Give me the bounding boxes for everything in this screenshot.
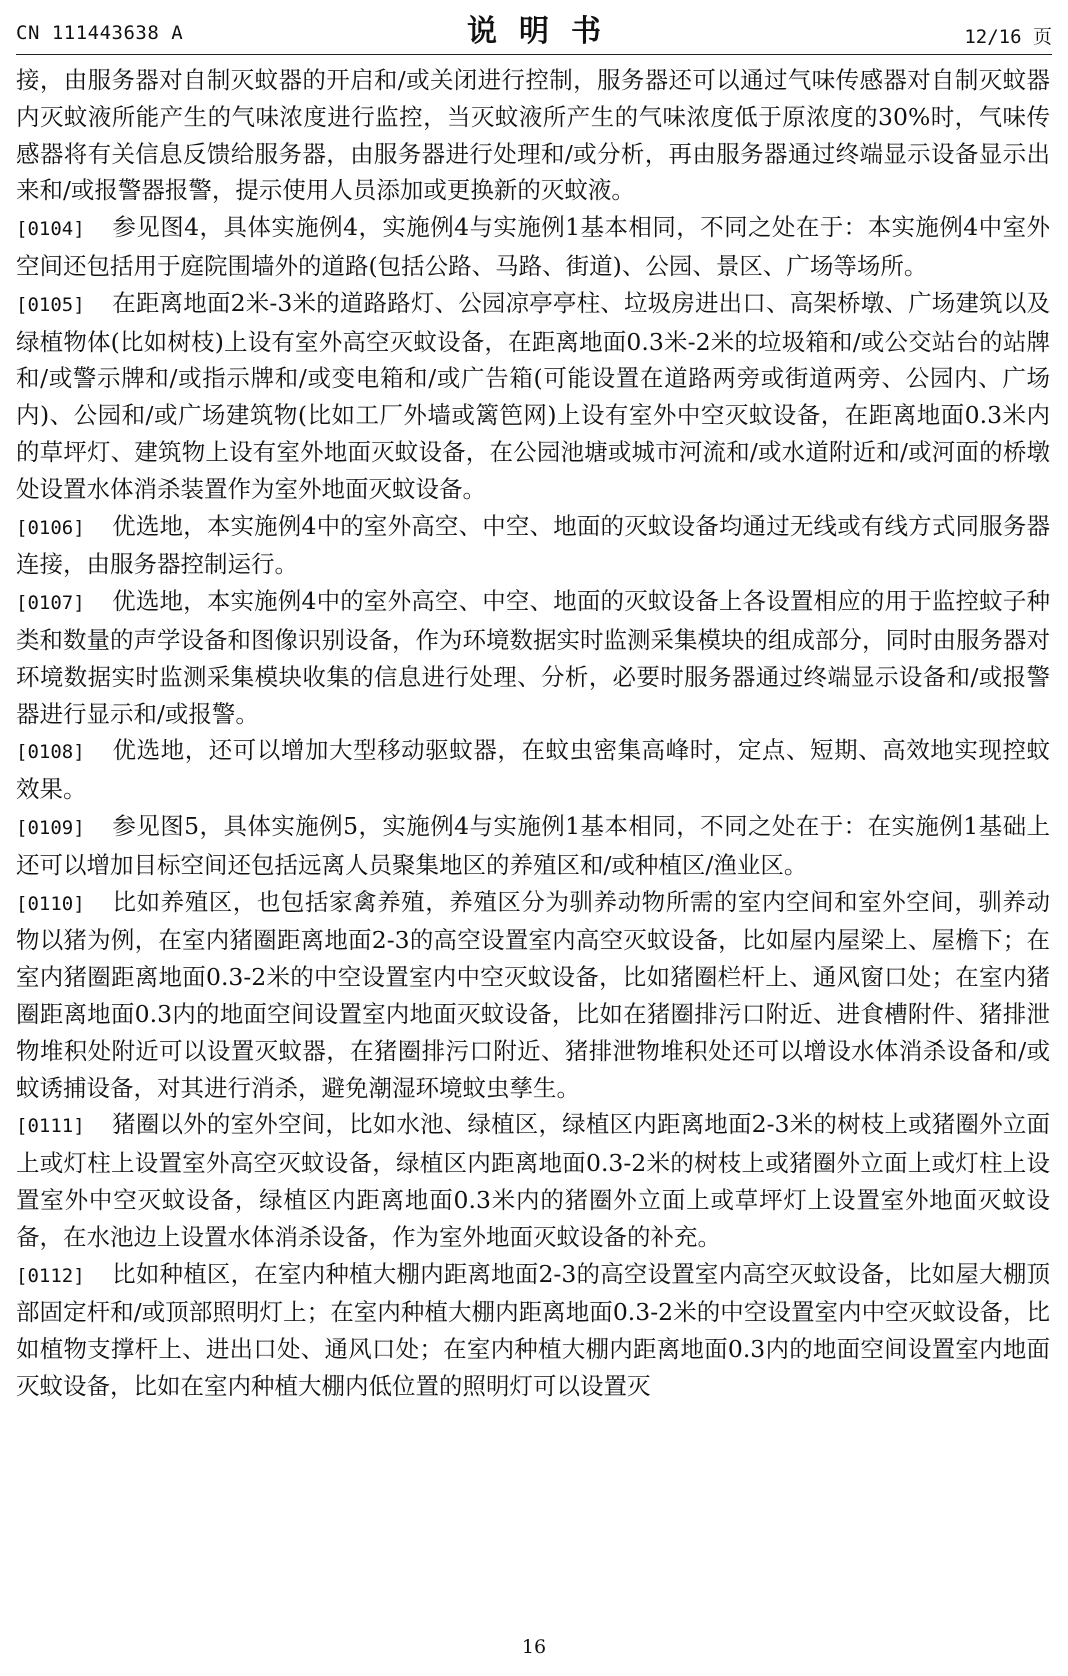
paragraph-text: 参见图5，具体实施例5，实施例4与实施例1基本相同，不同之处在于：在实施例1基础上还可以增加目标空间还包括远离人员聚集地区的养殖区和/或种植区/渔业区。 — [16, 811, 1050, 879]
paragraph-continuation — [16, 62, 1050, 209]
paragraph-number: [0110] — [16, 892, 85, 915]
paragraph-text: 在距离地面2米-3米的道路路灯、公园凉亭亭柱、垃圾房进出口、高架桥墩、广场建筑以及绿植物体(比如树枝)上设有室外高空灭蚊设备，在距离地面0.3米-2米的垃圾箱和/或公交站台的站牌和/或警示牌和/或指示牌和/或变电箱和/或广告箱(可能设置在道路两旁或街道两旁、公园内、广场内)、公园和/或广场建筑物(比如工厂外墙或篱笆网)上设有室外中空灭蚊设备，在距离地面0.3米内的草坪灯、建筑物上设有室外地面灭蚊设备，在公园池塘或城市河流和/或水道附近和/或河面的桥墩处设置水体消杀装置作为室外地面灭蚊设备。 — [16, 288, 1050, 503]
paragraph-0109 — [16, 808, 1050, 884]
paragraph-0107 — [16, 583, 1050, 732]
page-header — [16, 6, 1052, 52]
paragraph-number: [0109] — [16, 816, 85, 839]
paragraph-0106 — [16, 508, 1050, 584]
document-title: 说明书 — [467, 14, 623, 49]
paragraph-0110 — [16, 884, 1050, 1107]
paragraph-number: [0105] — [16, 293, 85, 316]
paragraph-text: 比如种植区，在室内种植大棚内距离地面2-3的高空设置室内高空灭蚊设备，比如屋大棚顶部固定杆和/或顶部照明灯上；在室内种植大棚内距离地面0.3-2米的中空设置室内中空灭蚊设备，比如植物支撑杆上、进出口处、通风口处；在室内种植大棚内距离地面0.3内的地面空间设置室内地面灭蚊设备，比如在室内种植大棚内低位置的照明灯可以设置灭 — [16, 1259, 1050, 1400]
page-number: 16 — [521, 1636, 547, 1658]
paragraph-0108 — [16, 732, 1050, 808]
paragraph-text: 猪圈以外的室外空间，比如水池、绿植区，绿植区内距离地面2-3米的树枝上或猪圈外立面上或灯柱上设置室外高空灭蚊设备，绿植区内距离地面0.3-2米的树枝上或猪圈外立面上或灯柱上设置室外中空灭蚊设备，绿植区内距离地面0.3米内的猪圈外立面上或草坪灯上设置室外地面灭蚊设备，在水池边上设置水体消杀设备，作为室外地面灭蚊设备的补充。 — [16, 1110, 1050, 1251]
paragraph-0104 — [16, 209, 1050, 285]
paragraph-text: 优选地，还可以增加大型移动驱蚊器，在蚊虫密集高峰时，定点、短期、高效地实现控蚊效果。 — [16, 736, 1050, 804]
paragraph-text: 参见图4，具体实施例4，实施例4与实施例1基本相同，不同之处在于：本实施例4中室外空间还包括用于庭院围墙外的道路(包括公路、马路、街道)、公园、景区、广场等场所。 — [16, 213, 1050, 280]
paragraph-number: [0111] — [16, 1115, 85, 1138]
paragraph-text: 比如养殖区，也包括家禽养殖，养殖区分为驯养动物所需的室内空间和室外空间，驯养动物以猪为例，在室内猪圈距离地面2-3的高空设置室内高空灭蚊设备，比如屋内屋梁上、屋檐下；在室内猪圈距离地面0.3-2米的中空设置室内中空灭蚊设备，比如猪圈栏杆上、通风窗口处；在室内猪圈距离地面0.3内的地面空间设置室内地面灭蚊设备，比如在猪圈排污口附近、进食槽附件、猪排泄物堆积处附近可以设置灭蚊器，在猪圈排污口附近、猪排泄物堆积处还可以增设水体消杀设备和/或蚊诱捕设备，对其进行消杀，避免潮湿环境蚊虫孳生。 — [16, 887, 1050, 1102]
paragraph-0105 — [16, 285, 1050, 508]
paragraph-text: 接，由服务器对自制灭蚊器的开启和/或关闭进行控制，服务器还可以通过气味传感器对自制灭蚊器内灭蚊液所能产生的气味浓度进行监控，当灭蚊液所产生的气味浓度低于原浓度的30%时，气味传感器将有关信息反馈给服务器，由服务器进行处理和/或分析，再由服务器通过终端显示设备显示出来和/或报警器报警，提示使用人员添加或更换新的灭蚊液。 — [16, 66, 1050, 205]
paragraph-number: [0104] — [16, 218, 85, 241]
paragraph-number: [0112] — [16, 1264, 85, 1287]
publication-number: CN 111443638 A — [16, 22, 184, 44]
page-indicator: 12/16 页 — [964, 26, 1052, 48]
paragraph-text: 优选地，本实施例4中的室外高空、中空、地面的灭蚊设备均通过无线或有线方式同服务器连接，由服务器控制运行。 — [16, 511, 1050, 579]
paragraph-text: 优选地，本实施例4中的室外高空、中空、地面的灭蚊设备上各设置相应的用于监控蚊子种类和数量的声学设备和图像识别设备，作为环境数据实时监测采集模块的组成部分，同时由服务器对环境数据实时监测采集模块收集的信息进行处理、分析，必要时服务器通过终端显示设备和/或报警器进行显示和/或报警。 — [16, 587, 1050, 728]
document-body — [16, 62, 1050, 1405]
paragraph-number: [0106] — [16, 516, 85, 539]
paragraph-0112 — [16, 1256, 1050, 1405]
page-footer — [0, 1636, 1068, 1658]
header-divider — [16, 54, 1052, 55]
paragraph-0111 — [16, 1106, 1050, 1255]
paragraph-number: [0108] — [16, 741, 85, 764]
paragraph-number: [0107] — [16, 592, 85, 615]
